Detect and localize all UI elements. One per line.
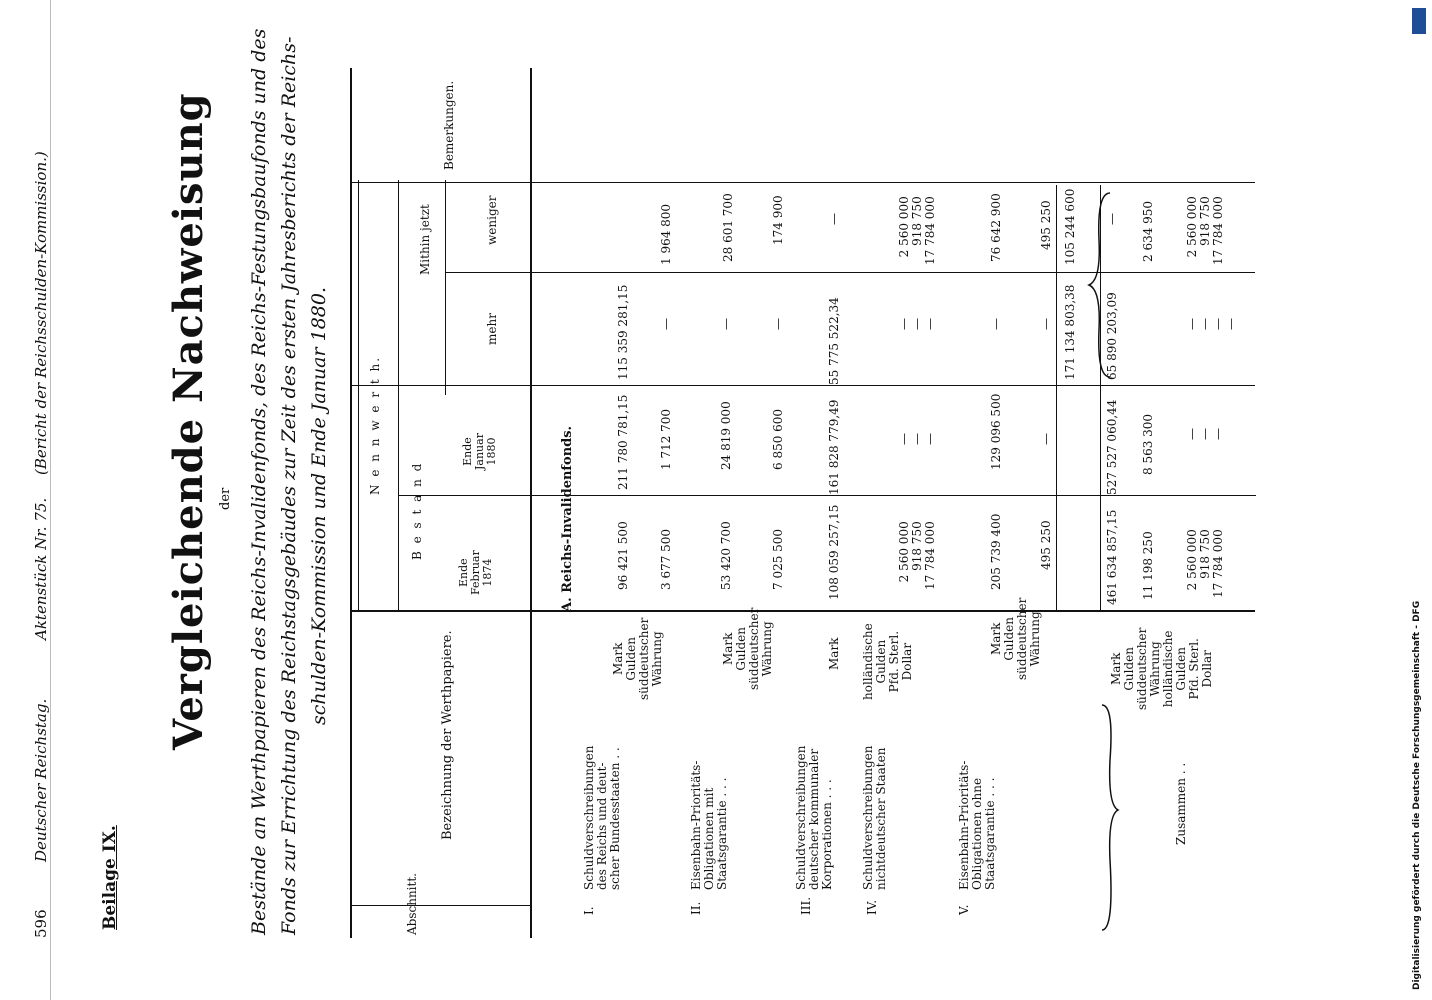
row-3-jan1880: 6 850 600 [771,408,785,470]
header-jan-line2: Januar [473,433,486,470]
total-feb1874-gulden: 11 198 250 [1141,531,1155,600]
row-3-num: III. [799,896,813,915]
row-2-num: II. [689,901,703,915]
subtitle-line-1: Bestände an Werthpapieren des Reichs-Invalidenfonds, des Reichs-Festungsbaufonds und des [248,28,270,935]
total-unit: Mark [1109,652,1123,686]
total-units [1110,628,1214,710]
row-4-feb-value: 2 560 000 [897,521,911,583]
table-top-rule [350,68,352,938]
total-unit: Gulden [1174,646,1188,691]
title-der: der [218,487,233,510]
row-4-feb1874-mark: 108 059 257,15 [827,504,841,600]
row-4-unit: Gulden [874,639,888,684]
sep-mehr [445,272,1255,273]
header-bemerkungen: Bemerkungen. [442,80,456,170]
row-3-desc-line: deutscher kommunaler [807,748,821,890]
appendix-label: Beilage IX. [100,825,120,930]
left-rule [50,0,51,1000]
row-5-weniger-mark: 76 642 900 [989,193,1003,262]
row-4-feb-value: 17 784 000 [923,521,937,590]
page-number: 596 [32,909,50,938]
header-jan-line3: 1880 [485,437,498,466]
row-4-jan-value: — [923,433,937,445]
row-5-unit: Währung [1028,611,1042,667]
row-3-feb1874: 7 025 500 [771,528,785,590]
dfg-logo [1412,8,1426,34]
row-4-mehr-foreign [898,318,937,330]
total-weniger-value: 2 560 000 [1185,196,1199,258]
row-5-mehr-gulden: — [1039,318,1053,330]
total-unit: Pfd. Sterl. [1187,638,1201,700]
row-4-weniger-value: 918 750 [910,196,924,246]
row-1-jan1880: 211 780 781,15 [616,394,630,490]
sep-feb [398,495,1256,496]
row-1-desc [583,746,622,890]
dfg-note: Digitalisierung gefördert durch die Deutsche Forschungsgemeinschaft - DFG [1412,600,1422,990]
row-1-desc-line: Schuldverschreibungen [582,745,596,890]
total-weniger-dash: — [1105,213,1119,225]
total-weniger-value: 17 784 000 [1211,196,1225,265]
row-4-unit: Pfd. Sterl. [887,630,901,693]
total-weniger-gulden: 2 634 950 [1141,200,1155,262]
row-4-jan1880-foreign [898,433,937,445]
row-4-desc-line: nichtdeutscher Staaten [874,747,888,890]
header-bezeichnung: Bezeichnung der Werthpapiere. [440,630,455,840]
row-5-unit: Gulden [1002,616,1016,661]
total-mehr-net: 65 890 203,09 [1105,292,1119,380]
row-5-desc-line: Eisenbahn-Prioritäts- [957,760,971,890]
header-mehr: mehr [485,313,499,345]
total-weniger-value: 918 750 [1198,196,1212,246]
total-jan1880-foreign [1186,428,1225,440]
total-jan-value: — [1185,428,1199,440]
row-1-unit: süddeutscher [637,617,651,700]
row-5-feb1874-mark: 205 739 400 [989,513,1003,590]
total-jan1880-gulden: 8 563 300 [1141,413,1155,475]
header-feb-line1: Ende [457,558,470,587]
row-4-weniger-foreign [898,196,937,265]
row-4-desc-line: Schuldverschreibungen [861,745,875,890]
document-reference: Aktenstück Nr. 75. [32,497,50,640]
row-4-feb1874-foreign [898,521,937,590]
rule-nennwerth [358,180,359,610]
total-mehr-value: — [1224,318,1238,330]
total-mehr-value: — [1198,318,1212,330]
total-label: Zusammen . . [1174,762,1188,845]
row-2-mehr-mark: — [719,318,733,330]
rule-mithin [445,180,446,395]
publication-name: Deutscher Reichstag. [32,698,50,862]
row-2-unit: Gulden [734,626,748,671]
header-weniger: weniger [485,195,499,245]
row-4-mehr-value: — [910,318,924,330]
row-5-desc-line: Staatsgarantie . . . [983,777,997,890]
total-feb-value: 17 784 000 [1211,529,1225,598]
row-2-feb1874-mark: 53 420 700 [719,521,733,590]
row-5-desc-line: Obligationen ohne [970,777,984,890]
total-brace [1100,700,1120,1000]
row-3-desc [795,746,834,890]
total-feb-value: 918 750 [1198,529,1212,579]
row-4-mehr-mark: 55 775 522,34 [827,297,841,385]
row-2-units [722,608,774,690]
total-unit: Dollar [1200,650,1214,688]
row-3-desc-line: Schuldverschreibungen [794,745,808,890]
rule-total [1056,185,1057,610]
header-mithin: Mithin jetzt [418,204,432,275]
row-2-jan1880-mark: 24 819 000 [719,401,733,470]
total-mehr-value: — [1185,318,1199,330]
row-4-mehr-value: — [897,318,911,330]
header-abschnitt: Abschnitt. [405,873,419,935]
row-5-weniger-gulden: 495 250 [1039,200,1053,250]
total-feb1874-mark: 461 634 857,15 [1105,509,1119,605]
header-jan-line1: Ende [461,437,474,466]
row-4-weniger-value: 2 560 000 [897,196,911,258]
row-4-jan1880-mark: 161 828 779,49 [827,399,841,495]
total-unit: holländische [1161,630,1175,708]
header-feb-line3: 1874 [481,558,494,587]
row-5-units [990,598,1042,680]
sep-desc [350,610,1255,612]
subtitle-line-2: Fonds zur Errichtung des Reichstagsgebäudes zur Zeit des ersten Jahresberichts der Reichs- [278,36,300,935]
header-jan-1880 [462,433,498,470]
rule-bestand [398,180,399,610]
row-4-feb-value: 918 750 [910,521,924,571]
header-bestand: B e s t a n d [410,461,424,560]
row-2-desc-line: Obligationen mit [702,787,716,890]
row-1-num: I. [582,906,596,915]
row-5-mehr-mark: — [989,318,1003,330]
row-5-desc [958,761,997,890]
sep-jan [350,385,1255,386]
row-5-feb1874-gulden: 495 250 [1039,520,1053,570]
row-3-unit: Mark [827,637,841,670]
row-5-num: V. [957,904,971,915]
row-1-mehr: 115 359 281,15 [616,284,630,380]
total-unit: Währung [1148,641,1162,697]
row-5-unit: Mark [989,622,1003,656]
header-nennwerth: N e n n w e r t h. [368,355,382,495]
source-note: (Bericht der Reichsschulden-Kommission.) [32,151,50,475]
row-2-feb1874-gulden: 3 677 500 [659,528,673,590]
row-1-unit: Mark [611,642,625,676]
row-2-jan1880-gulden: 1 712 700 [659,408,673,470]
row-1-unit: Währung [650,631,664,687]
row-2-weniger-mark: 28 601 700 [721,193,735,262]
row-1-units [612,618,664,700]
total-unit: süddeutscher [1135,627,1149,710]
total-jan-value: — [1198,428,1212,440]
total-mehr-gross: 171 134 803,38 [1063,284,1077,380]
total-jan1880-mark: 527 527 060,44 [1105,399,1119,495]
row-4-weniger-mark: — [827,213,841,225]
total-weniger-gross: 105 244 600 [1063,188,1077,265]
table-bottom-rule [530,68,532,938]
header-feb-1874 [458,550,494,595]
row-2-desc-line: Staatsgarantie . . . [715,777,729,890]
total-weniger-foreign [1186,196,1225,265]
row-2-unit: süddeutscher [747,607,761,690]
subtitle-line-3: schulden-Kommission und Ende Januar 1880. [308,286,330,725]
row-2-desc [690,761,729,890]
row-4-mehr-value: — [923,318,937,330]
row-3-mehr: — [771,318,785,330]
row-3-weniger: 174 900 [771,195,785,245]
page-title: Vergleichende Nachweisung [165,92,212,750]
total-mehr-brace [1085,190,1115,380]
total-unit: Gulden [1122,646,1136,691]
row-2-unit: Mark [721,632,735,666]
row-4-unit: Dollar [900,642,914,681]
row-4-jan-value: — [910,433,924,445]
sep-weniger [350,182,1255,183]
section-a-heading: A. Reichs-Invalidenfonds. [560,425,575,612]
total-mehr-value: — [1211,318,1225,330]
row-4-jan-value: — [897,433,911,445]
row-4-weniger-value: 17 784 000 [923,196,937,265]
row-5-jan1880-gulden: — [1039,433,1053,445]
row-4-unit: holländische [861,623,875,700]
row-5-jan1880-mark: 129 096 500 [989,393,1003,470]
total-feb-value: 2 560 000 [1185,529,1199,591]
row-1-feb1874: 96 421 500 [616,521,630,590]
row-5-unit: süddeutscher [1015,597,1029,680]
row-1-desc-line: scher Bundesstaaten . . [608,747,622,890]
sep-abschnitt [350,905,530,906]
row-4-desc [862,746,888,890]
row-2-weniger-gulden: 1 964 800 [659,203,673,265]
total-jan-value: — [1211,428,1225,440]
row-1-unit: Gulden [624,636,638,681]
row-4-num: IV. [865,899,879,915]
row-1-desc-line: des Reichs und deut- [595,762,609,890]
row-2-unit: Währung [760,621,774,677]
header-feb-line2: Februar [469,550,482,595]
row-2-mehr-gulden: — [659,318,673,330]
total-feb1874-foreign [1186,529,1225,598]
row-3-desc-line: Korporationen . . . [820,779,834,890]
row-2-desc-line: Eisenbahn-Prioritäts- [689,760,703,890]
row-4-units [862,623,914,700]
total-mehr-foreign [1186,318,1238,330]
